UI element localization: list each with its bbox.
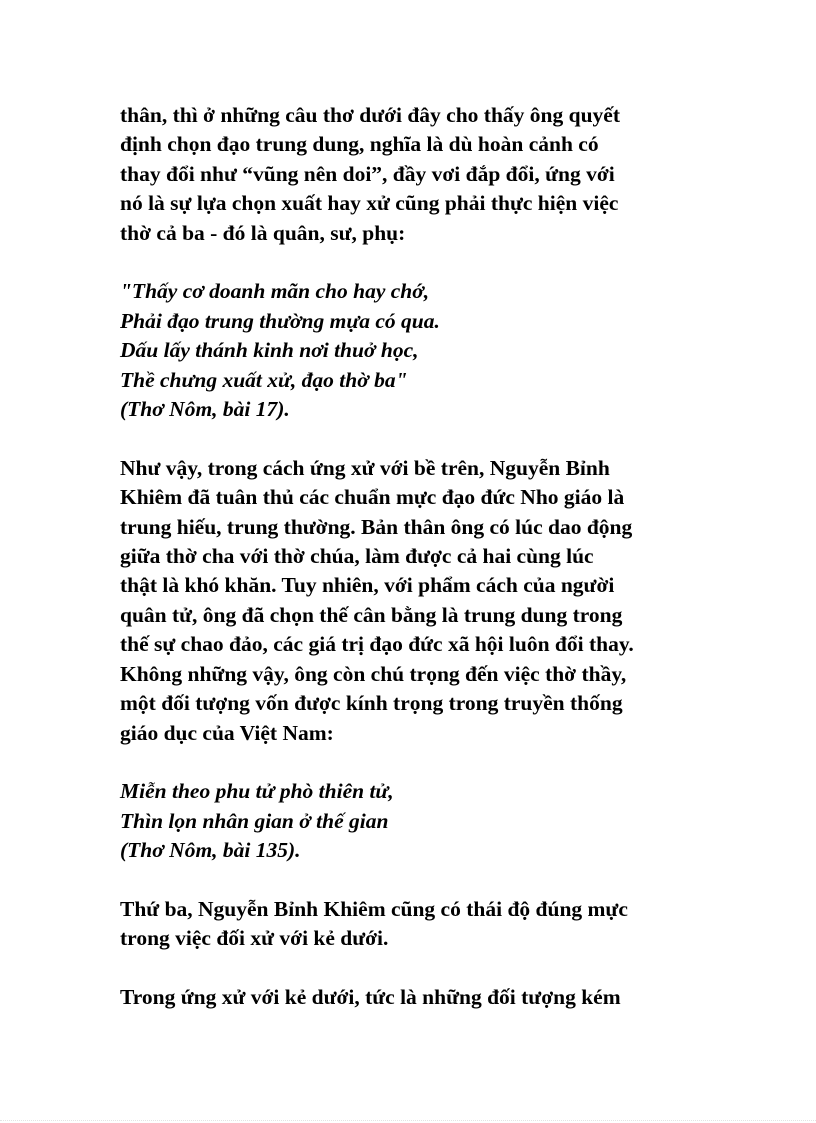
paragraph-4	[120, 983, 720, 1012]
text-line: Thứ ba, Nguyễn Bỉnh Khiêm cũng có thái độ đúng mực	[120, 896, 628, 921]
paragraph-1	[120, 101, 720, 248]
text-line: thay đổi như “vũng nên doi”, đầy vơi đắp đổi, ứng với	[120, 161, 615, 186]
text-line: quân tử, ông đã chọn thế cân bằng là trung dung trong	[120, 602, 623, 627]
poem-quote-2	[120, 777, 720, 865]
poem-line: "Thấy cơ doanh mãn cho hay chớ,	[120, 279, 430, 304]
poem-line: Dấu lấy thánh kinh nơi thuở học,	[120, 338, 419, 363]
poem-quote-1	[120, 277, 720, 424]
poem-citation: (Thơ Nôm, bài 135).	[120, 838, 301, 863]
poem-citation: (Thơ Nôm, bài 17).	[120, 397, 290, 422]
document-page	[120, 101, 720, 1042]
page-bottom-divider	[0, 1120, 816, 1121]
poem-line: Miễn theo phu tử phò thiên tử,	[120, 779, 394, 804]
text-line: nó là sự lựa chọn xuất hay xử cũng phải thực hiện việc	[120, 191, 619, 216]
text-line: thờ cả ba - đó là quân, sư, phụ:	[120, 220, 406, 245]
text-line: thế sự chao đảo, các giá trị đạo đức xã hội luôn đổi thay.	[120, 632, 634, 657]
text-line: định chọn đạo trung dung, nghĩa là dù hoàn cảnh có	[120, 132, 599, 157]
text-line: Không những vậy, ông còn chú trọng đến việc thờ thầy,	[120, 661, 627, 686]
text-line: thân, thì ở những câu thơ dưới đây cho thấy ông quyết	[120, 103, 621, 127]
text-line: trong việc đối xử với kẻ dưới.	[120, 926, 389, 951]
text-line: Như vậy, trong cách ứng xử với bề trên, Nguyễn Bỉnh	[120, 455, 610, 480]
poem-line: Thề chưng xuất xử, đạo thờ ba"	[120, 367, 408, 392]
text-line: giáo dục của Việt Nam:	[120, 720, 334, 745]
text-line: Khiêm đã tuân thủ các chuẩn mực đạo đức Nho giáo là	[120, 485, 625, 510]
text-line: Trong ứng xử với kẻ dưới, tức là những đối tượng kém	[120, 985, 621, 1010]
text-line: thật là khó khăn. Tuy nhiên, với phẩm cách của người	[120, 573, 615, 598]
poem-line: Phải đạo trung thường mựa có qua.	[120, 308, 440, 333]
poem-line: Thìn lọn nhân gian ở thế gian	[120, 808, 389, 833]
text-line: giữa thờ cha với thờ chúa, làm được cả hai cùng lúc	[120, 544, 594, 569]
text-line: trung hiếu, trung thường. Bản thân ông có lúc dao động	[120, 514, 633, 539]
text-line: một đối tượng vốn được kính trọng trong truyền thống	[120, 691, 623, 716]
paragraph-3	[120, 895, 720, 954]
paragraph-2	[120, 454, 720, 748]
